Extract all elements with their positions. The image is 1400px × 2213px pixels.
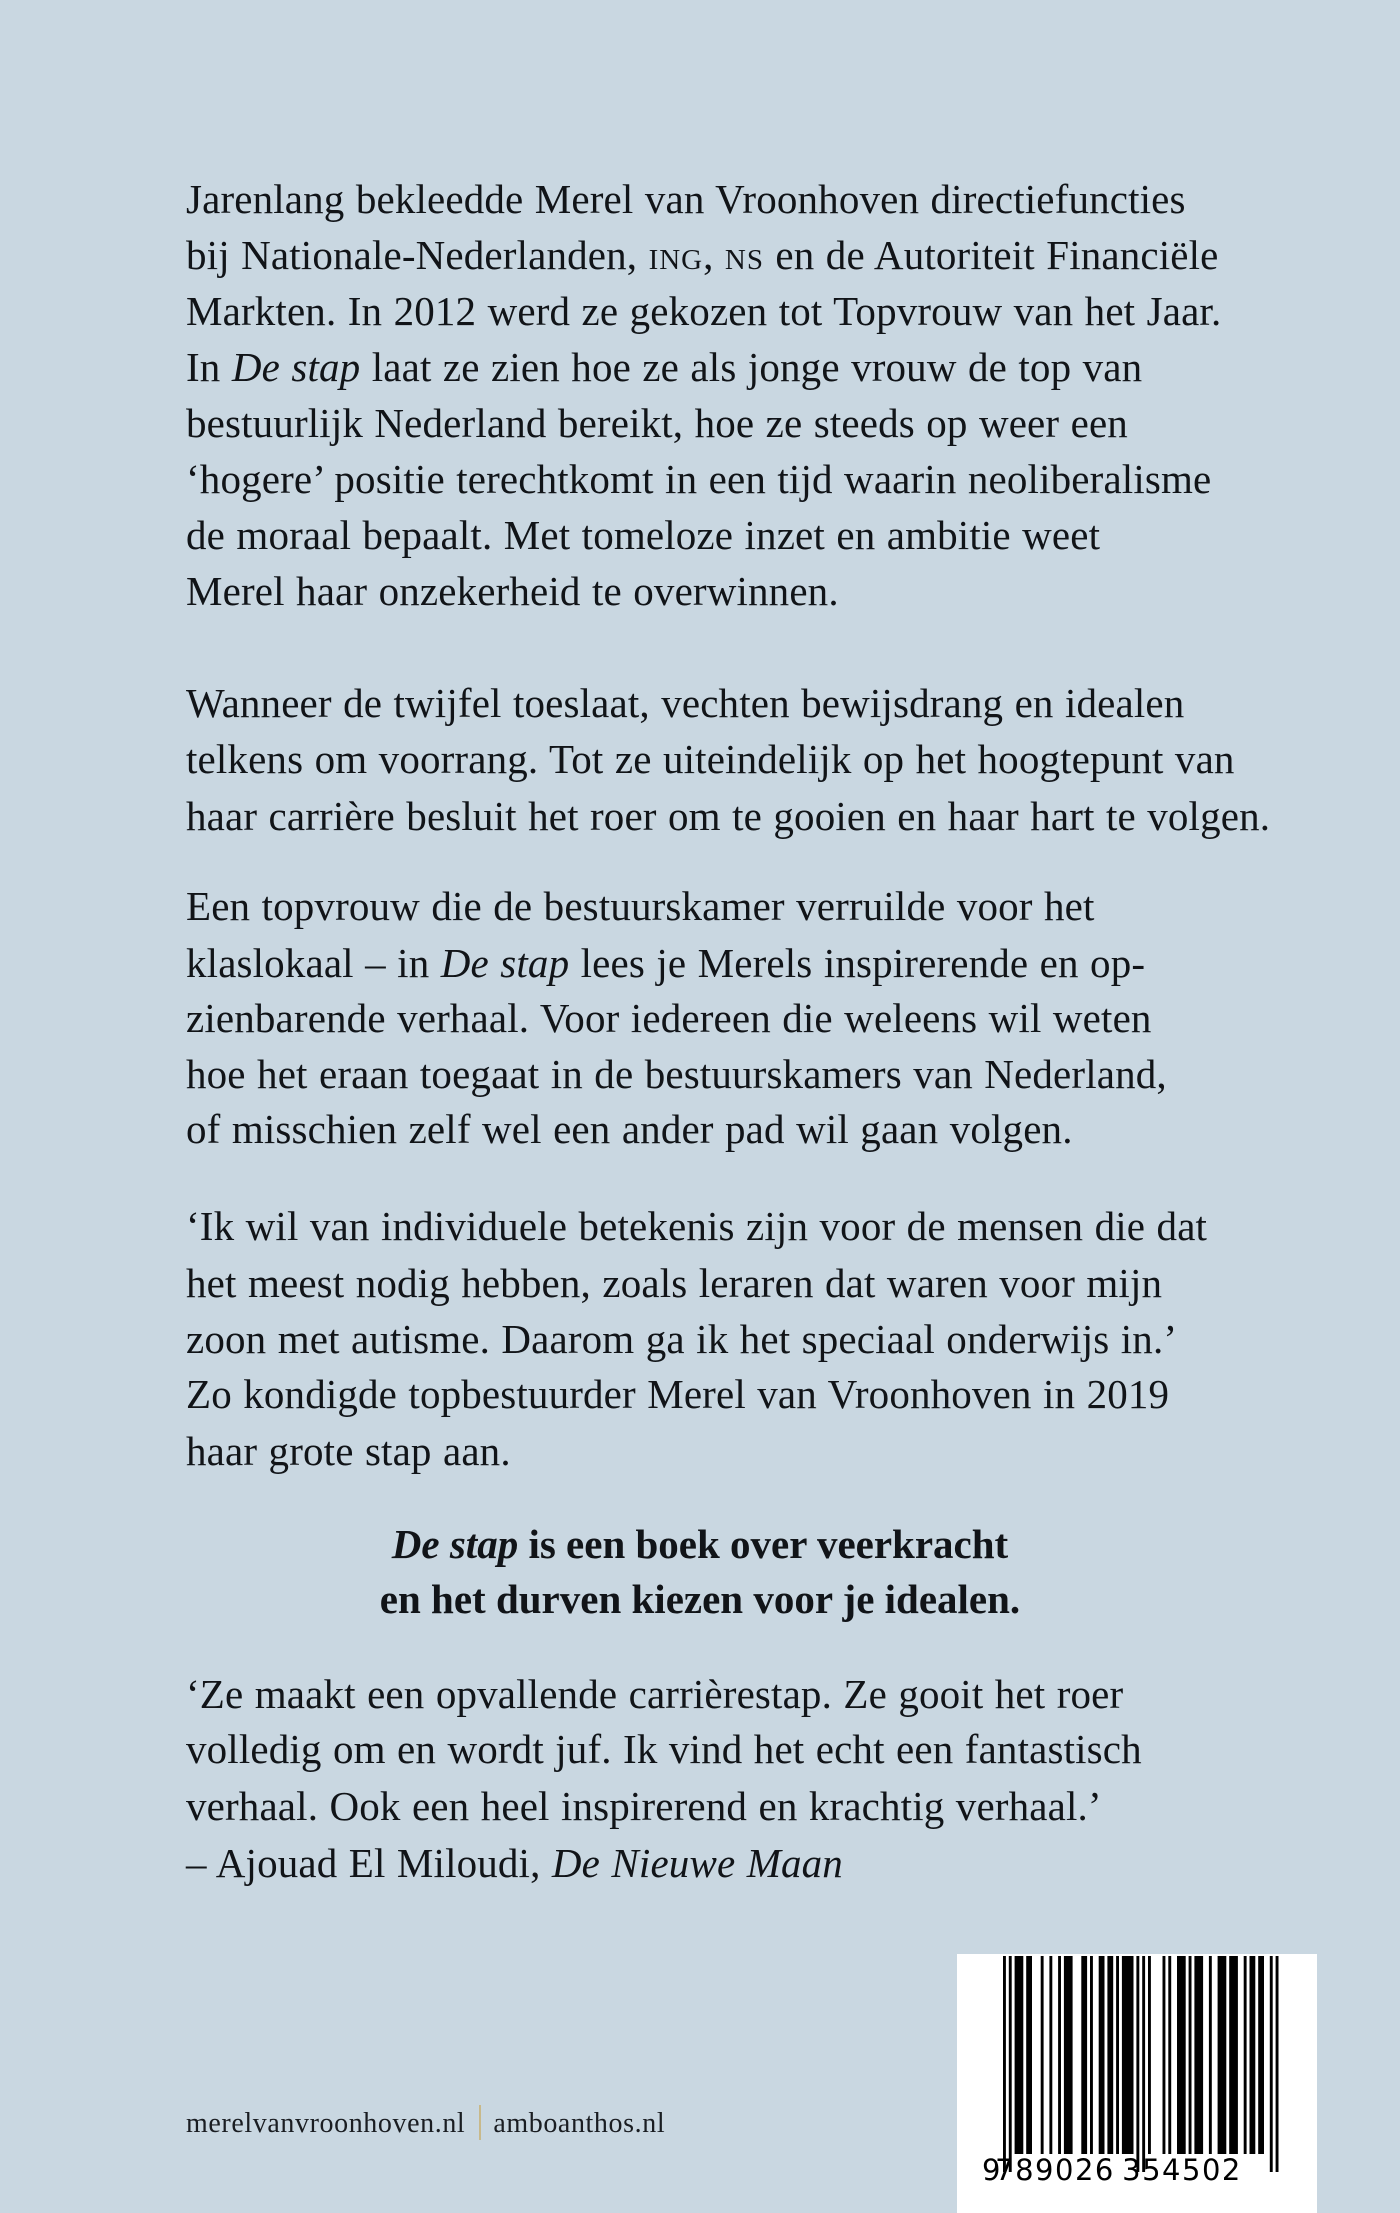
- italic-title-text: De Nieuwe Maan: [551, 1840, 843, 1886]
- text-run: Zo kondigde topbestuurder Merel van Vroonhoven in 2019: [186, 1371, 1170, 1417]
- text-run: ‘Ik wil van individuele betekenis zijn voor de mensen die dat: [186, 1203, 1208, 1249]
- text-run: Jarenlang bekleedde Merel van Vroonhoven directiefuncties: [186, 176, 1186, 222]
- barcode-bar: [1107, 1956, 1113, 2154]
- text-run: ‘Ze maakt een opvallende carrièrestap. Ze gooit het roer: [186, 1671, 1124, 1717]
- text-run: de moraal bepaalt. Met tomeloze inzet en ambitie weet: [186, 512, 1101, 558]
- text-run: telkens om voorrang. Tot ze uiteindelijk op het hoogtepunt van: [186, 736, 1235, 782]
- text-line: [0, 1521, 1400, 1567]
- text-line: [186, 1203, 1208, 1249]
- barcode-bar: [1058, 1956, 1061, 2154]
- text-line: [186, 995, 1152, 1041]
- italic-title-text: De stap: [440, 940, 570, 986]
- text-line: [186, 1260, 1163, 1306]
- line-content: [186, 1316, 1177, 1362]
- text-line: [186, 1428, 511, 1474]
- line-content: [379, 1576, 1021, 1622]
- text-run: Wanneer de twijfel toeslaat, vechten bewijsdrang en idealen: [186, 680, 1185, 726]
- barcode-guard-bar: [1276, 1956, 1279, 2172]
- text-line: [186, 288, 1222, 334]
- line-content: [186, 1428, 511, 1474]
- line-content: [186, 1726, 1142, 1772]
- barcode-bar: [1015, 1956, 1024, 2154]
- barcode-bar: [1026, 1956, 1032, 2154]
- text-run: bij Nationale-Nederlanden,: [186, 232, 649, 278]
- text-line: [186, 1783, 1102, 1829]
- text-line: [186, 1671, 1124, 1717]
- barcode-bar: [1168, 1956, 1171, 2154]
- text-run: en het durven kiezen voor je idealen.: [379, 1576, 1021, 1622]
- barcode-guard-bar: [1009, 1956, 1012, 2172]
- barcode-bar: [1250, 1956, 1256, 2154]
- text-line: [186, 940, 1146, 986]
- text-run: haar carrière besluit het roer om te gooien en haar hart te volgen.: [186, 793, 1271, 839]
- text-line: [186, 512, 1101, 558]
- line-content: [186, 344, 1142, 390]
- barcode-bar: [1090, 1956, 1093, 2154]
- barcode-bar: [1258, 1956, 1264, 2154]
- small-caps-text: ing: [648, 232, 704, 278]
- line-content: [186, 512, 1100, 558]
- line-content: [186, 883, 1095, 929]
- barcode-bar: [1081, 1956, 1087, 2154]
- text-run: – Ajouad El Miloudi,: [186, 1840, 552, 1886]
- text-run: laat ze zien hoe ze als jonge vrouw de top van: [360, 344, 1143, 390]
- italic-title-text: De stap: [391, 1521, 519, 1567]
- text-run: en de Autoriteit Financiële: [764, 232, 1219, 278]
- text-run: haar grote stap aan.: [186, 1428, 511, 1474]
- text-line: [186, 344, 1143, 390]
- text-run: Een topvrouw die de bestuurskamer verruilde voor het: [186, 883, 1095, 929]
- line-content: [186, 940, 1145, 986]
- author-website-link[interactable]: merelvanvroonhoven.nl: [186, 2108, 466, 2139]
- barcode-bar: [1218, 1956, 1227, 2154]
- line-content: [186, 232, 1219, 278]
- text-run: klaslokaal – in: [186, 940, 441, 986]
- barcode-bar: [1116, 1956, 1119, 2154]
- text-run: volledig om en wordt juf. Ik vind het echt een fantastisch: [186, 1726, 1142, 1772]
- barcode-bar: [1064, 1956, 1073, 2154]
- text-line: [186, 1051, 1167, 1097]
- text-run: bestuurlijk Nederland bereikt, hoe ze steeds op weer een: [186, 400, 1128, 446]
- barcode-guard-bar: [1003, 1956, 1006, 2172]
- text-run: of misschien zelf wel een ander pad wil gaan volgen.: [186, 1106, 1073, 1152]
- barcode-guard-bar: [1142, 1956, 1145, 2172]
- text-run: verhaal. Ook een heel inspirerend en krachtig verhaal.’: [186, 1783, 1102, 1829]
- line-content: [186, 176, 1186, 222]
- text-run: lees je Merels inspirerende en op-: [569, 940, 1146, 986]
- barcode-bar: [1229, 1956, 1238, 2154]
- text-line: [186, 568, 839, 614]
- barcode-first-digit: 9: [982, 2153, 1001, 2187]
- text-run: hoe het eraan toegaat in de bestuurskamers van Nederland,: [186, 1051, 1167, 1097]
- text-run: zienbarende verhaal. Voor iedereen die weleens wil weten: [186, 995, 1152, 1041]
- isbn-barcode: [957, 1954, 1317, 2213]
- barcode-bar: [1163, 1956, 1166, 2154]
- barcode-bar: [1189, 1956, 1192, 2154]
- line-content: [186, 1260, 1162, 1306]
- line-content: [391, 1521, 1009, 1567]
- text-line: [186, 680, 1185, 726]
- text-line: [186, 1840, 843, 1886]
- barcode-bar: [1099, 1956, 1105, 2154]
- text-run: Merel haar onzekerheid te overwinnen.: [186, 568, 839, 614]
- line-content: [186, 288, 1221, 334]
- text-run: ,: [703, 232, 725, 278]
- line-content: [186, 400, 1128, 446]
- barcode-bar: [1194, 1956, 1203, 2154]
- barcode-bar: [1244, 1956, 1247, 2154]
- text-line: [186, 232, 1219, 278]
- line-content: [186, 568, 839, 614]
- line-content: [186, 1371, 1169, 1417]
- text-line: [186, 1316, 1178, 1362]
- text-line: [186, 1726, 1142, 1772]
- text-run: In: [186, 344, 232, 390]
- line-content: [186, 793, 1270, 839]
- barcode-graphic: [957, 1954, 1317, 2213]
- text-line: [186, 883, 1095, 929]
- line-content: [186, 1840, 843, 1886]
- line-content: [186, 1203, 1207, 1249]
- barcode-guard-bar: [1270, 1956, 1273, 2172]
- text-run: ‘hogere’ positie terechtkomt in een tijd waarin neoliberalisme: [186, 456, 1212, 502]
- line-content: [186, 1051, 1167, 1097]
- line-content: [186, 1671, 1123, 1717]
- line-content: [186, 995, 1152, 1041]
- barcode-right-digits: 354502: [1122, 2153, 1242, 2187]
- text-line: [186, 1371, 1170, 1417]
- text-line: [186, 176, 1186, 222]
- text-line: [186, 736, 1235, 782]
- barcode-bar: [1148, 1956, 1151, 2154]
- line-content: [186, 680, 1184, 726]
- small-caps-text: ns: [724, 232, 764, 278]
- line-content: [186, 1783, 1102, 1829]
- separator: [479, 2105, 481, 2140]
- italic-title-text: De stap: [231, 344, 361, 390]
- text-line: [186, 456, 1212, 502]
- text-line: [186, 1106, 1073, 1152]
- line-content: [186, 456, 1211, 502]
- barcode-bar: [1209, 1956, 1212, 2154]
- line-content: [186, 736, 1235, 782]
- text-line: [0, 1576, 1400, 1622]
- text-run: zoon met autisme. Daarom ga ik het speciaal onderwijs in.’: [186, 1316, 1178, 1362]
- publisher-website-link[interactable]: amboanthos.nl: [493, 2108, 666, 2139]
- text-run: het meest nodig hebben, zoals leraren dat waren voor mijn: [186, 1260, 1163, 1306]
- text-run: Markten. In 2012 werd ze gekozen tot Topvrouw van het Jaar.: [186, 288, 1222, 334]
- barcode-guard-bar: [1136, 1956, 1139, 2172]
- line-content: [186, 1106, 1073, 1152]
- barcode-bar: [1041, 1956, 1044, 2154]
- barcode-bar: [1049, 1956, 1052, 2154]
- barcode-bar: [1122, 1956, 1134, 2154]
- text-run: is een boek over veerkracht: [518, 1521, 1009, 1567]
- footer-links: [186, 2105, 665, 2140]
- barcode-bar: [1177, 1956, 1186, 2154]
- barcode-left-digits: 789026: [995, 2153, 1115, 2187]
- text-line: [186, 793, 1271, 839]
- text-line: [186, 400, 1128, 446]
